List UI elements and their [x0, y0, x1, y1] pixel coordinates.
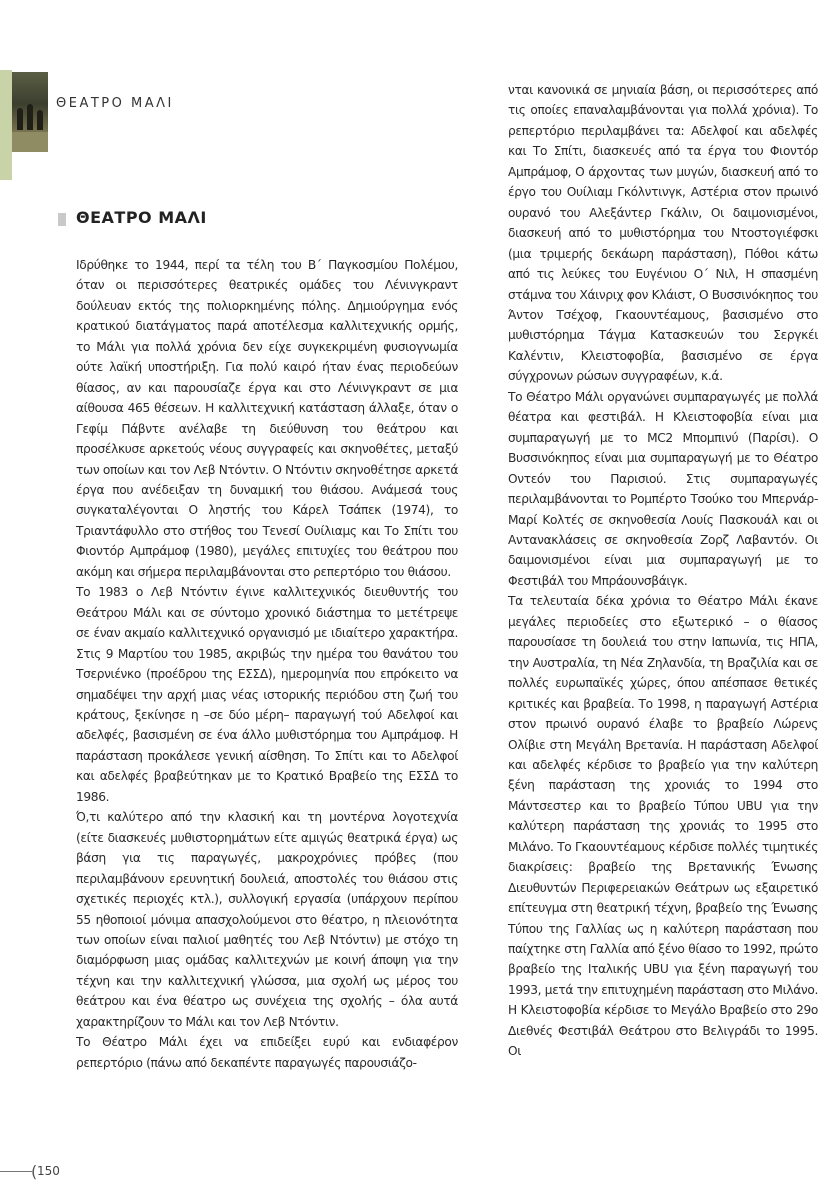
header-thumbnail-photo — [12, 72, 48, 152]
page-number: 150 — [37, 1164, 60, 1178]
folio-rule — [0, 1171, 32, 1172]
right-text-column — [508, 80, 818, 1062]
section-title: ΘΕΑΤΡΟ ΜΑΛΙ — [76, 208, 207, 227]
photo-figure — [27, 104, 33, 130]
left-text-column — [76, 255, 458, 1073]
paragraph: Το Θέατρο Μάλι έχει να επιδείξει ευρύ και ενδιαφέρον ρεπερτόριο (πάνω από δεκαπέντε παραγωγές παρουσιάζο- — [76, 1035, 458, 1070]
paragraph: Ό,τι καλύτερο από την κλασική και τη μοντέρνα λογοτεχνία (είτε διασκευές μυθιστορημάτων είτε αμιγώς θεατρικά έργα) ως βάση για τις παραγωγές, μακροχρόνιες πρόβες (που περιλαμβάνουν ερευνητική δουλειά, αποστολές του θιάσου στις σχετικές περιοχές κτλ.), συλλογική εργασία (υπάρχουν περίπου 55 ηθοποιοί μόνιμα απασχολούμενοι στο θέατρο, η πλειονότητα των οποίων είναι παλιοί μαθητές του Λεβ Ντόντιν) με στόχο τη διαμόρφωση μιας ομάδας καλλιτεχνών με κοινή άποψη για την τέχνη και την καλλιτεχνική γλώσσα, μια σχολή ως μέρος του θεάτρου και ένα θέατρο ως συνέχεια της σχολής – όλα αυτά χαρακτηρίζουν το Μάλι και τον Λεβ Ντόντιν. — [76, 810, 458, 1029]
photo-figure — [17, 108, 23, 130]
running-header-title: ΘΕΑΤΡΟ ΜΑΛΙ — [56, 96, 174, 111]
paragraph: Τα τελευταία δέκα χρόνια το Θέατρο Μάλι έκανε μεγάλες περιοδείες στο εξωτερικό – ο θίασος παρουσίασε τη δουλειά του στην Ιαπωνία, τις ΗΠΑ, την Αυστραλία, τη Νέα Ζηλανδία, τη Βραζιλία και σε πολλές ευρωπαϊκές χώρες, όπου απέσπασε θετικές κριτικές και βραβεία. Το 1998, η παραγωγή Αστέρια στον πρωινό ουρανό έλαβε το βραβείο Λώρενς Ολίβιε στη Μεγάλη Βρετανία. Η παράσταση Αδελφοί και αδελφές κέρδισε το βραβείο για την καλύτερη ξένη παράσταση της χρονιάς το 1994 στο Μάντσεστερ και το βραβείο Τύπου UBU για την καλύτερη παράσταση της χρονιάς το 1995 στο Μιλάνο. Το Γκαουντέαμους κέρδισε πολλές τιμητικές διακρίσεις: βραβείο της Βρετανικής Ένωσης Διευθυντών Περιφερειακών Θεάτρων ως εξαιρετικό επίτευγμα στη θεατρική τέχνη, βραβείο της Ένωσης Τύπου της Γαλλίας ως η καλύτερη παράσταση που παίχτηκε στη Γαλλία από ξένο θίασο το 1992, πρώτο βραβείο της Ιταλικής UBU για ξένη παραγωγή του 1993, μετά την επιτυχημένη παράσταση στο Μιλάνο. Η Κλειστοφοβία κέρδισε το Μεγάλο Βραβείο στο 29ο Διεθνές Φεστιβάλ Θεάτρου στο Βελιγράδι το 1995. Οι — [508, 594, 818, 1059]
section-marker-square — [58, 213, 66, 226]
folio-bracket: ( — [31, 1162, 38, 1181]
side-color-strip — [0, 70, 12, 180]
paragraph: Το Θέατρο Μάλι οργανώνει συμπαραγωγές με πολλά θέατρα και φεστιβάλ. Η Κλειστοφοβία είναι μια συμπαραγωγή με το MC2 Μπομπινύ (Παρίσι). Ο Βυσσινόκηπος είναι μια συμπαραγωγή με το Θέατρο Οντεόν του Παρισιού. Στις συμπαραγωγές περιλαμβάνονται το Ρομπέρτο Τσούκο του Μπερνάρ-Μαρί Κολτές σε σκηνοθεσία Λουίς Πασκουάλ και οι Αντανακλάσεις σε σκηνοθεσία Ζορζ Λαβαντόν. Οι δαιμονισμένοι είναι μια συμπαραγωγή με το Φεστιβάλ του Μπράουνσβάιγκ. — [508, 389, 818, 588]
paragraph: Ιδρύθηκε το 1944, περί τα τέλη του Β΄ Παγκοσμίου Πολέμου, όταν οι περισσότερες θεατρικές ομάδες του Λένινγκραντ δούλευαν εκτός της πολιορκημένης πόλης. Δημιούργημα ενός κρατικού διατάγματος παρά αποτέλεσμα καλλιτεχνικής ορμής, το Μάλι για πολλά χρόνια δεν είχε συγκεκριμένη φυσιογνωμία ούτε λαϊκή υποστήριξη. Για πολύ καιρό ήταν ένας περιοδεύων θίασος, αν και παρουσίαζε έργα και στο Λένινγκραντ σε μια αίθουσα 465 θέσεων. Η καλλιτεχνική κατάσταση άλλαξε, όταν ο Γεφίμ Πάβντε ανέλαβε τη διεύθυνση του θεάτρου και προσέλκυσε αρκετούς νέους συγγραφείς και σκηνοθέτες, μεταξύ των οποίων και τον Λεβ Ντόντιν. Ο Ντόντιν σκηνοθέτησε αρκετά έργα που ανέδειξαν τη δυναμική του θιάσου. Ανάμεσά τους συγκαταλέγονται Ο ληστής του Κάρελ Τσάπεκ (1974), το Τριαντάφυλλο στο στήθος του Τενεσί Ουίλιαμς και Το Σπίτι του Φιοντόρ Αμπράμοφ (1980), μεγάλες επιτυχίες του θεάτρου που ακόμη και σήμερα περιλαμβάνονται στο ρεπερτόριο του θιάσου. — [76, 258, 458, 579]
paragraph: Το 1983 ο Λεβ Ντόντιν έγινε καλλιτεχνικός διευθυντής του Θεάτρου Μάλι και σε σύντομο χρονικό διάστημα το μετέτρεψε σε έναν ακμαίο καλλιτεχνικό οργανισμό με ιδιαίτερο χαρακτήρα. Στις 9 Μαρτίου του 1985, ακριβώς την ημέρα του θανάτου του Τσερνιένκο (προέδρου της ΕΣΣΔ), ημερομηνία που επρόκειτο να σημαδέψει την αρχή μιας νέας ιστορικής περιόδου στη ζωή του κράτους, ξεκίνησε η –σε δύο μέρη– παραγωγή τού Αδελφοί και αδελφές, βασισμένη σε ένα άλλο μυθιστόρημα του Αμπράμοφ. Η παράσταση προκάλεσε γενική αίσθηση. Το Σπίτι και το Αδελφοί και αδελφές βραβεύτηκαν με το Κρατικό Βραβείο της ΕΣΣΔ το 1986. — [76, 585, 458, 804]
photo-figure — [37, 110, 43, 130]
paragraph: νται κανονικά σε μηνιαία βάση, οι περισσότερες από τις οποίες επαναλαμβάνονται για πολλά χρόνια). Το ρεπερτόριο περιλαμβάνει τα: Αδελφοί και αδελφές και Το Σπίτι, διασκευές από τα έργα του Φιοντόρ Αμπράμοφ, Ο άρχοντας των μυγών, διασκευή από το έργο του Ουίλιαμ Γκόλντινγκ, Αστέρια στον πρωινό ουρανό του Αλεξάντερ Γκάλιν, Οι δαιμονισμένοι, διασκευή από το μυθιστόρημα του Ντοστογιέφσκι (μια τριμερής δεκάωρη παράσταση), Πόθοι κάτω από τις λεύκες του Ευγένιου Ο΄ Νιλ, Η σπασμένη στάμνα του Χάινριχ φον Κλάιστ, Ο Βυσσινόκηπος του Άντον Τσέχοφ, Γκαουντέαμους, βασισμένο στο μυθιστόρημα Τάγμα Κατασκευών του Σεργκέι Καλέντιν, Κλειστοφοβία, βασισμένο σε έργα σύγχρονων ρώσων συγγραφέων, κ.ά. — [508, 83, 818, 384]
photo-stage-floor — [12, 132, 48, 152]
